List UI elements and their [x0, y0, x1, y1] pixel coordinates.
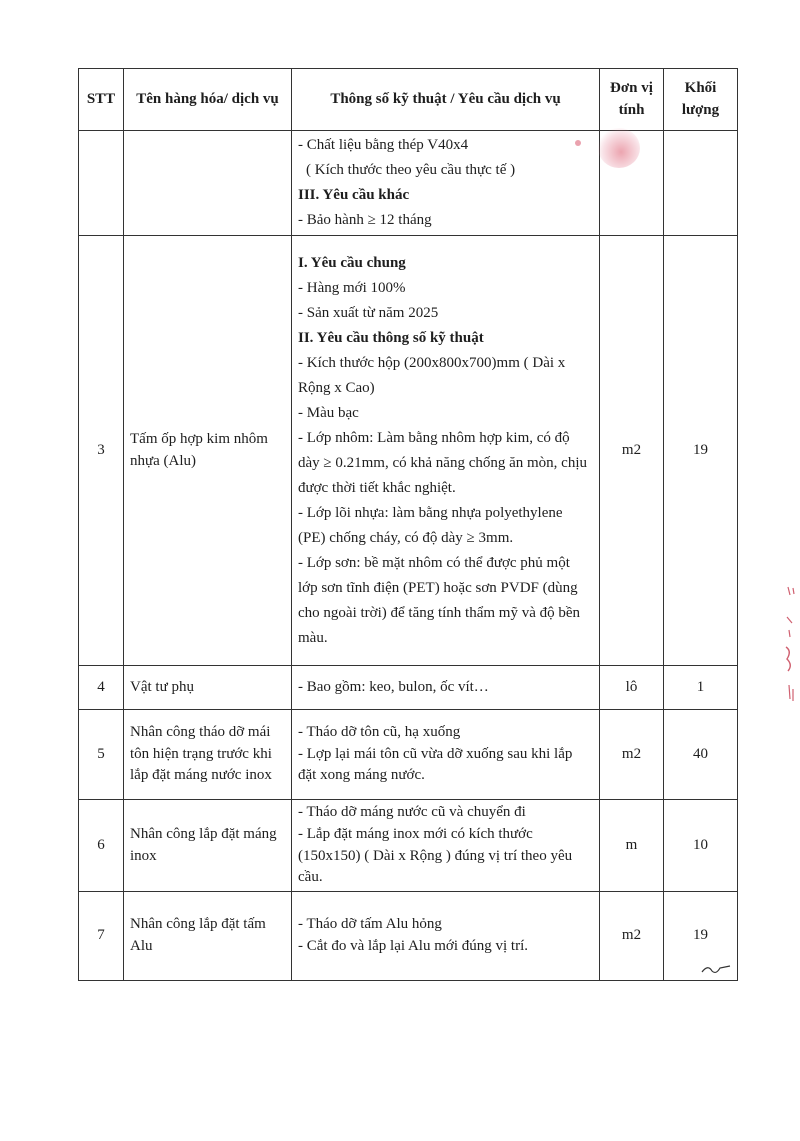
- header-name: Tên hàng hóa/ dịch vụ: [124, 69, 292, 131]
- table-row: [79, 710, 738, 800]
- header-unit: Đơn vị tính: [600, 69, 664, 131]
- spec-line: - Màu bạc: [298, 404, 359, 421]
- table-row: [79, 800, 738, 892]
- row-spec: [292, 236, 600, 666]
- spec-section-heading: I. Yêu cầu chung: [298, 254, 406, 271]
- row-item-name: Vật tư phụ: [124, 666, 292, 710]
- margin-handwriting-marks: [784, 585, 798, 715]
- table-row: [79, 892, 738, 981]
- spec-line: - Bảo hành ≥ 12 tháng: [298, 212, 432, 228]
- spec-section-heading: III. Yêu cầu khác: [298, 187, 410, 203]
- table-row: [79, 666, 738, 710]
- row-stt: 3: [79, 236, 124, 666]
- row-item-name: Nhân công tháo dỡ mái tôn hiện trạng trước khi lắp đặt máng nước inox: [124, 710, 292, 800]
- spec-line: - Chất liệu bằng thép V40x4: [298, 137, 469, 153]
- row-spec: [292, 892, 600, 981]
- row-quantity: 40: [664, 710, 738, 800]
- spec-line: - Sản xuất từ năm 2025: [298, 304, 439, 321]
- table-row: [79, 236, 738, 666]
- row-unit: m: [600, 800, 664, 892]
- row-unit: m2: [600, 892, 664, 981]
- spec-line: - Lắp đặt máng inox mới có kích thước (150x150) ( Dài x Rộng ) đúng vị trí theo yêu cầu.: [298, 825, 573, 886]
- red-stamp-fragment: [598, 128, 640, 168]
- row-spec: [292, 710, 600, 800]
- row-spec: [292, 666, 600, 710]
- header-qty: Khối lượng: [664, 69, 738, 131]
- table-header-row: [79, 69, 738, 131]
- header-spec: Thông số kỹ thuật / Yêu cầu dịch vụ: [292, 69, 600, 131]
- stamp-mark: [575, 140, 581, 146]
- spec-line: - Lớp lõi nhựa: làm bằng nhựa polyethylene (PE) chống cháy, có độ dày ≥ 3mm.: [298, 504, 563, 546]
- row-unit: lô: [600, 666, 664, 710]
- row-stt: 4: [79, 666, 124, 710]
- spec-line: - Lớp sơn: bề mặt nhôm có thể được phủ một lớp sơn tĩnh điện (PET) hoặc sơn PVDF (dùng cho ngoài trời) để tăng tính thẩm mỹ và độ bền màu.: [298, 554, 581, 646]
- spec-line: - Kích thước hộp (200x800x700)mm ( Dài x Rộng x Cao): [298, 354, 566, 396]
- spec-line: - Tháo dỡ tấm Alu hỏng: [298, 916, 442, 933]
- spec-line: - Cắt đo và lắp lại Alu mới đúng vị trí.: [298, 938, 528, 954]
- row-spec: [292, 800, 600, 892]
- spec-line: - Lớp nhôm: Làm bằng nhôm hợp kim, có độ dày ≥ 0.21mm, có khả năng chống ăn mòn, chịu được thời tiết khắc nghiệt.: [298, 429, 588, 496]
- specification-table: [78, 68, 738, 981]
- table-body: [79, 131, 738, 981]
- row-item-name: Tấm ốp hợp kim nhôm nhựa (Alu): [124, 236, 292, 666]
- spec-line: ( Kích thước theo yêu cầu thực tế ): [306, 162, 516, 178]
- row-quantity: 1: [664, 666, 738, 710]
- spec-section-heading: II. Yêu cầu thông số kỹ thuật: [298, 329, 484, 346]
- spec-line: - Lợp lại mái tôn cũ vừa dỡ xuống sau khi lắp đặt xong máng nước.: [298, 745, 573, 784]
- spec-line: - Bao gồm: keo, bulon, ốc vít…: [298, 678, 489, 695]
- spec-line: - Tháo dỡ máng nước cũ và chuyển đi: [298, 804, 526, 820]
- header-stt: STT: [79, 69, 124, 131]
- row-quantity: 10: [664, 800, 738, 892]
- row-item-name: Nhân công lắp đặt máng inox: [124, 800, 292, 892]
- row-stt: 7: [79, 892, 124, 981]
- row-item-name: [124, 131, 292, 236]
- row-unit: m2: [600, 710, 664, 800]
- row-stt: [79, 131, 124, 236]
- row-quantity: 19: [664, 236, 738, 666]
- row-item-name: Nhân công lắp đặt tấm Alu: [124, 892, 292, 981]
- spec-line: - Tháo dỡ tôn cũ, hạ xuống: [298, 723, 461, 740]
- row-stt: 6: [79, 800, 124, 892]
- spec-line: - Hàng mới 100%: [298, 279, 406, 296]
- initials-mark: [700, 962, 732, 976]
- row-unit: m2: [600, 236, 664, 666]
- row-stt: 5: [79, 710, 124, 800]
- row-quantity: 19: [664, 892, 738, 981]
- row-quantity: [664, 131, 738, 236]
- row-spec: [292, 131, 600, 236]
